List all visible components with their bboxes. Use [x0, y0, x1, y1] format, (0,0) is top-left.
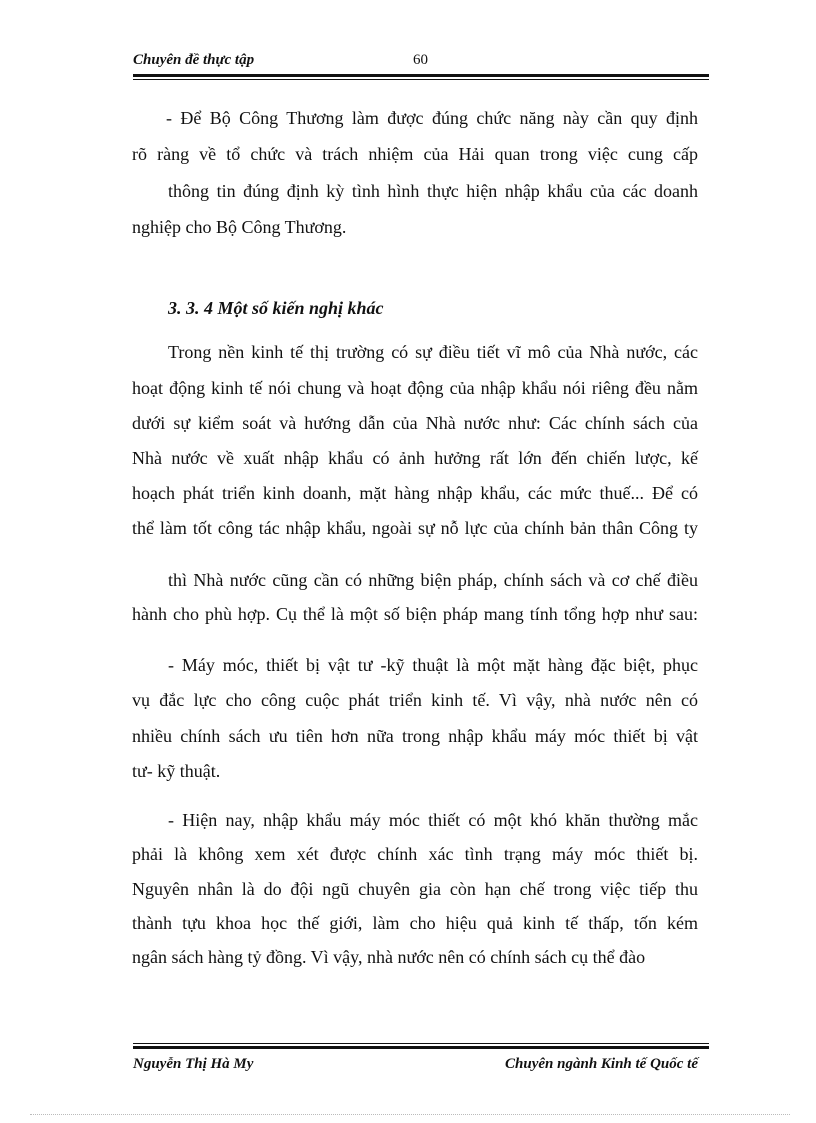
paragraph-1-line-2: rõ ràng về tổ chức và trách nhiệm của Hải quan trong việc cung cấp: [132, 144, 698, 164]
paragraph-5-line-2: phải là không xem xét được chính xác tình trạng máy móc thiết bị.: [132, 844, 698, 864]
paragraph-5-line-3: Nguyên nhân là do đội ngũ chuyên gia còn hạn chế trong việc tiếp thu: [132, 879, 698, 899]
paragraph-1-line-3: thông tin đúng định kỳ tình hình thực hiện nhập khẩu của các doanh: [168, 181, 698, 201]
paragraph-2-line-4: Nhà nước về xuất nhập khẩu có ảnh hưởng rất lớn đến chiến lược, kế: [132, 448, 698, 468]
footer-rule-thin: [133, 1043, 709, 1044]
page-header: [133, 52, 709, 74]
paragraph-3-line-1: thì Nhà nước cũng cần có những biện pháp, chính sách và cơ chế điều: [168, 570, 698, 590]
paragraph-3-line-2: hành cho phù hợp. Cụ thể là một số biện pháp mang tính tổng hợp như sau:: [132, 604, 698, 624]
paragraph-2-line-3: dưới sự kiểm soát và hướng dẫn của Nhà nước như: Các chính sách của: [132, 413, 698, 433]
footer-major: Chuyên ngành Kinh tế Quốc tế: [505, 1056, 698, 1072]
section-heading: 3. 3. 4 Một số kiến nghị khác: [168, 298, 384, 318]
paragraph-2-line-5: hoạch phát triển kinh doanh, mặt hàng nhập khẩu, các mức thuế... Để có: [132, 483, 698, 503]
paragraph-5-line-1: - Hiện nay, nhập khẩu máy móc thiết có một khó khăn thường mắc: [168, 810, 698, 830]
paragraph-2-line-6: thể làm tốt công tác nhập khẩu, ngoài sự nỗ lực của chính bản thân Công ty: [132, 518, 698, 538]
paragraph-1-line-1: - Để Bộ Công Thương làm được đúng chức năng này cần quy định: [166, 108, 698, 128]
footer-author: Nguyễn Thị Hà My: [133, 1056, 254, 1072]
paragraph-4-line-3: nhiều chính sách ưu tiên hơn nữa trong nhập khẩu máy móc thiết bị vật: [132, 726, 698, 746]
page-bottom-dotted-border: [30, 1114, 790, 1115]
paragraph-5-line-5: ngân sách hàng tỷ đồng. Vì vậy, nhà nước nên có chính sách cụ thể đào: [132, 947, 646, 967]
header-title: Chuyên đề thực tập: [133, 52, 255, 68]
paragraph-4-line-2: vụ đắc lực cho công cuộc phát triển kinh tế. Vì vậy, nhà nước nên có: [132, 690, 698, 710]
footer-rule-thick: [133, 1046, 709, 1049]
paragraph-2-line-2: hoạt động kinh tế nói chung và hoạt động của nhập khẩu nói riêng đều nằm: [132, 378, 698, 398]
header-rule-thin: [133, 79, 709, 80]
paragraph-4-line-1: - Máy móc, thiết bị vật tư -kỹ thuật là một mặt hàng đặc biệt, phục: [168, 655, 698, 675]
paragraph-2-line-1: Trong nền kinh tế thị trường có sự điều tiết vĩ mô của Nhà nước, các: [168, 342, 698, 362]
page-number: 60: [413, 52, 428, 68]
paragraph-5-line-4: thành tựu khoa học thế giới, làm cho hiệu quả kinh tế thấp, tốn kém: [132, 913, 698, 933]
paragraph-1-line-4: nghiệp cho Bộ Công Thương.: [132, 217, 347, 237]
paragraph-4-line-4: tư- kỹ thuật.: [132, 761, 221, 781]
header-rule-thick: [133, 74, 709, 77]
